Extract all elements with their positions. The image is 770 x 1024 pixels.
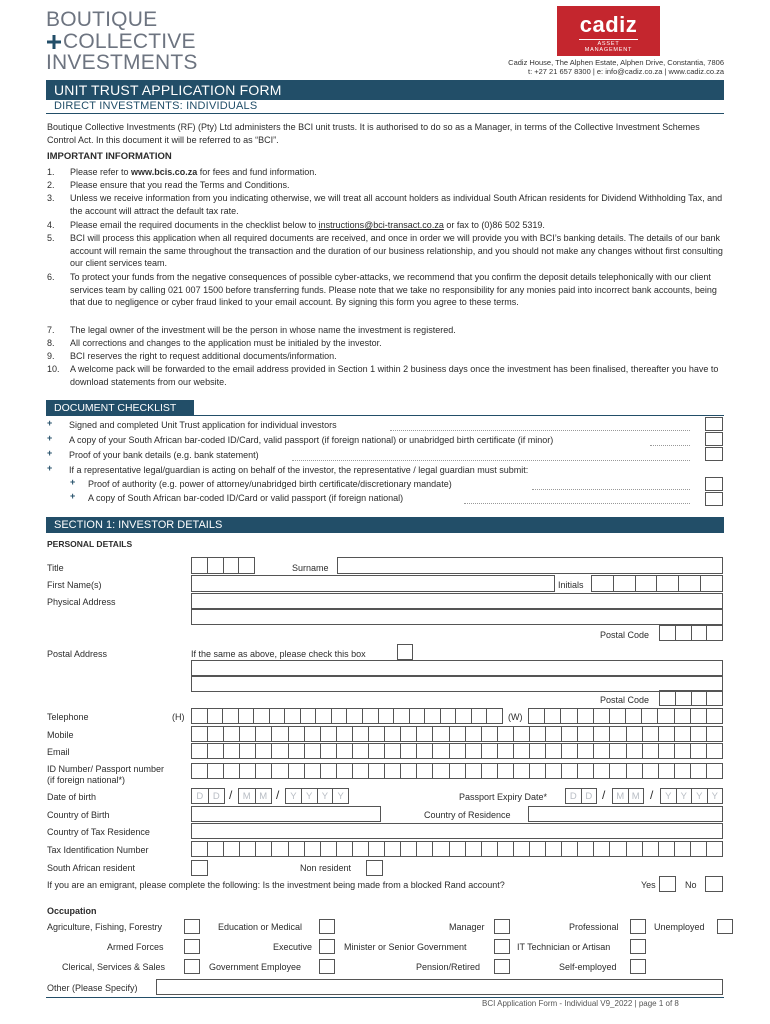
occupation-edu-label: Education or Medical [218,922,303,932]
surname-label: Surname [292,563,329,573]
postal-code-label: Postal Code [600,630,650,640]
checklist-checkbox-5[interactable] [705,492,723,506]
title-label: Title [47,563,64,573]
leader-dots [650,445,690,446]
tin-field[interactable] [191,841,723,857]
physical-address-line-1[interactable] [191,593,723,609]
checklist-item-3: Proof of your bank details (e.g. bank statement) [69,450,259,460]
checklist-checkbox-1[interactable] [705,417,723,431]
first-names-field[interactable] [191,575,555,592]
plus-icon: + [47,463,53,473]
bcis-link[interactable]: www.bcis.co.za [131,167,198,177]
occupation-clerical-label: Clerical, Services & Sales [62,962,166,972]
footer-rule [46,997,724,998]
yes-checkbox[interactable] [659,876,676,892]
postal-address-line-2[interactable] [191,676,723,692]
leader-dots [464,503,690,504]
telephone-work-field[interactable] [528,708,723,724]
leader-dots [532,489,690,490]
physical-address-line-2[interactable] [191,609,723,625]
non-resident-checkbox[interactable] [366,860,383,876]
checklist-item-2: A copy of your South African bar-coded ID/Card, valid passport (if foreign national) or unabridged birth certificate (if minor) [69,435,554,445]
same-as-above-label: If the same as above, please check this box [191,649,366,659]
occupation-other-label: Other (Please Specify) [47,983,138,993]
dob-separator: / [229,788,233,802]
personal-details-heading: PERSONAL DETAILS [47,539,133,549]
postal-address-label: Postal Address [47,649,108,659]
address-line-1: Cadiz House, The Alphen Estate, Alphen Drive, Constantia, 7806 [508,58,724,67]
occupation-manager-checkbox[interactable] [494,919,510,934]
occupation-agri-label: Agriculture, Fishing, Forestry [47,922,163,932]
occupation-it-checkbox[interactable] [630,939,646,954]
passport-expiry-label: Passport Expiry Date* [459,792,548,802]
telephone-home-field[interactable] [191,708,503,724]
no-checkbox[interactable] [705,876,723,892]
mobile-field[interactable] [191,726,723,742]
important-item-5: 5. BCI will process this application when all required documents are received, and once in order we will provide you with BCI’s banking details. The details of our bank account will remain the same throughout the transaction and the duration of our business relationship, and you should not make any changes without first consulting our client services team. [47,233,723,268]
checklist-heading [46,400,194,416]
important-item-8: 8. All corrections and changes to the application must be initialed by the investor. [47,338,382,348]
cadiz-sub: ASSET MANAGEMENT [579,39,638,53]
occupation-gov-checkbox[interactable] [319,959,335,974]
initials-field[interactable] [591,575,723,592]
logo-line-3: INVESTMENTS [46,51,198,74]
passport-expiry-year-field[interactable]: Y Y Y Y [660,788,723,804]
section1-heading-text: SECTION 1: INVESTOR DETAILS [54,519,223,531]
plus-icon: + [47,448,53,458]
occupation-heading: Occupation [47,906,97,916]
mobile-label: Mobile [47,730,74,740]
occupation-pension-label: Pension/Retired [416,962,481,972]
dob-separator: / [276,788,280,802]
form-title: UNIT TRUST APPLICATION FORM [54,82,282,98]
occupation-executive-checkbox[interactable] [319,939,335,954]
dob-day-field[interactable]: D D [191,788,225,804]
checklist-item-1: Signed and completed Unit Trust application for individual investors [69,420,337,430]
occupation-agri-checkbox[interactable] [184,919,200,934]
postal-code-label: Postal Code [600,695,650,705]
occupation-minister-label: Minister or Senior Government [344,942,467,952]
page-footer: BCI Application Form - Individual V9_2022 | page 1 of 8 [482,999,679,1008]
passport-expiry-separator: / [602,788,606,802]
checklist-subitem-2: A copy of South African bar-coded ID/Card or valid passport (if foreign national) [88,493,404,503]
physical-address-label: Physical Address [47,597,116,607]
occupation-executive-label: Executive [273,942,313,952]
important-heading: IMPORTANT INFORMATION [47,151,172,162]
physical-postal-code-field[interactable] [659,625,723,641]
tin-label: Tax Identification Number [47,845,149,855]
occupation-pension-checkbox[interactable] [494,959,510,974]
country-birth-field[interactable] [191,806,381,822]
logo-line-1: BOUTIQUE [46,8,158,31]
occupation-other-field[interactable] [156,979,723,995]
logo-line-2: COLLECTIVE [63,30,196,53]
occupation-unemployed-checkbox[interactable] [717,919,733,934]
no-label: No [685,880,697,890]
occupation-gov-label: Government Employee [209,962,302,972]
yes-label: Yes [641,880,656,890]
occupation-unemployed-label: Unemployed [654,922,705,932]
emigrant-question: If you are an emigrant, please complete the following: Is the investment being made from a blocked Rand account? [47,880,505,890]
plus-icon: + [70,477,76,487]
important-item-6: 6. To protect your funds from the negative consequences of possible cyber-attacks, we recommend that you confirm the deposit details telephonically with our client services team by calling 021 007 1500 before transferring funds. Please note that we take no responsibility for any monies paid into incorrect bank accounts, being that due to negligence or cyber fraud linked to your email account. By signing this form you agree to these terms. [47,272,717,307]
telephone-w-label: (W) [508,712,523,722]
important-item-1: 1. Please refer to www.bcis.co.za for fees and fund information. [47,167,317,177]
plus-icon: + [70,491,76,501]
important-item-7: 7. The legal owner of the investment will be the person in whose name the investment is registered. [47,325,456,335]
occupation-clerical-checkbox[interactable] [184,959,200,974]
occupation-professional-checkbox[interactable] [630,919,646,934]
country-residence-label: Country of Residence [424,810,511,820]
occupation-it-label: IT Technician or Artisan [517,942,611,952]
postal-postal-code-field[interactable] [659,690,723,706]
country-tax-label: Country of Tax Residence [47,827,150,837]
section1-heading [46,517,724,533]
form-subtitle-text: DIRECT INVESTMENTS: INDIVIDUALS [54,100,258,112]
occupation-self-label: Self-employed [559,962,617,972]
leader-dots [390,430,690,431]
sa-resident-label: South African resident [47,863,136,873]
occupation-manager-label: Manager [449,922,485,932]
important-item-2: 2. Please ensure that you read the Terms and Conditions. [47,180,290,190]
occupation-armed-checkbox[interactable] [184,939,200,954]
checklist-item-4: If a representative legal/guardian is acting on behalf of the investor, the representative / legal guardian must submit: [69,465,529,475]
id-number-note: (if foreign national*) [47,775,126,785]
checklist-heading-text: DOCUMENT CHECKLIST [54,402,177,414]
occupation-minister-checkbox[interactable] [494,939,510,954]
initials-label: Initials [558,580,584,590]
address-line-2: t: +27 21 657 8300 | e: info@cadiz.co.za | www.cadiz.co.za [528,67,724,76]
id-number-label: ID Number/ Passport number [47,764,165,774]
country-tax-field[interactable] [191,823,723,839]
title-field[interactable] [191,557,255,574]
form-subtitle [46,100,724,114]
dob-label: Date of birth [47,792,97,802]
important-item-10: 10. A welcome pack will be forwarded to the email address provided in Section 1 within 2 business days once the investment has been finalised, thereafter you have to download statements from our website. [47,364,719,387]
checklist-checkbox-2[interactable] [705,432,723,446]
checklist-rule [194,415,724,416]
occupation-edu-checkbox[interactable] [319,919,335,934]
checklist-checkbox-4[interactable] [705,477,723,491]
passport-expiry-day-field[interactable]: D D [565,788,597,804]
passport-expiry-month-field[interactable]: M M [612,788,644,804]
occupation-armed-label: Armed Forces [107,942,164,952]
first-names-label: First Name(s) [47,580,102,590]
non-resident-label: Non resident [300,863,352,873]
logo-plus-icon [46,34,62,50]
important-item-4: 4. Please email the required documents in the checklist below to instructions@bci-transact.co.za or fax to (0)86 502 5319. [47,220,545,230]
telephone-label: Telephone [47,712,89,722]
same-as-above-checkbox[interactable] [397,644,413,660]
cadiz-name: cadiz [579,12,638,37]
form-title-band [46,80,724,100]
email-field[interactable] [191,743,723,759]
dob-month-field[interactable]: M M [238,788,272,804]
id-number-field[interactable] [191,763,723,779]
instructions-email-link[interactable]: instructions@bci-transact.co.za [318,220,444,230]
plus-icon: + [47,418,53,428]
occupation-professional-label: Professional [569,922,619,932]
plus-icon: + [47,433,53,443]
important-item-3: 3. Unless we receive information from you indicating otherwise, we will treat all account holders as individual South African residents for Dividend Withholding Tax, and the account will attract the default tax rate. [47,193,723,216]
dob-year-field[interactable]: Y Y Y Y [285,788,349,804]
surname-field[interactable] [337,557,723,574]
checklist-checkbox-3[interactable] [705,447,723,461]
country-birth-label: Country of Birth [47,810,110,820]
postal-address-line-1[interactable] [191,660,723,676]
passport-expiry-separator: / [650,788,654,802]
bci-logo [46,8,216,74]
leader-dots [292,460,690,461]
important-item-9: 9. BCI reserves the right to request additional documents/information. [47,351,337,361]
cadiz-logo [557,6,660,56]
company-address [324,58,724,76]
sa-resident-checkbox[interactable] [191,860,208,876]
telephone-h-label: (H) [172,712,185,722]
checklist-subitem-1: Proof of authority (e.g. power of attorney/unabridged birth certificate/discretionary mandate) [88,479,452,489]
email-label: Email [47,747,70,757]
occupation-self-checkbox[interactable] [630,959,646,974]
country-residence-field[interactable] [528,806,723,822]
intro-paragraph: Boutique Collective Investments (RF) (Pty) Ltd administers the BCI unit trusts. It is authorised to do so as a Manager, in terms of the Collective Investment Schemes Control Act. In this document it will be referred to as “BCI”. [47,122,700,145]
